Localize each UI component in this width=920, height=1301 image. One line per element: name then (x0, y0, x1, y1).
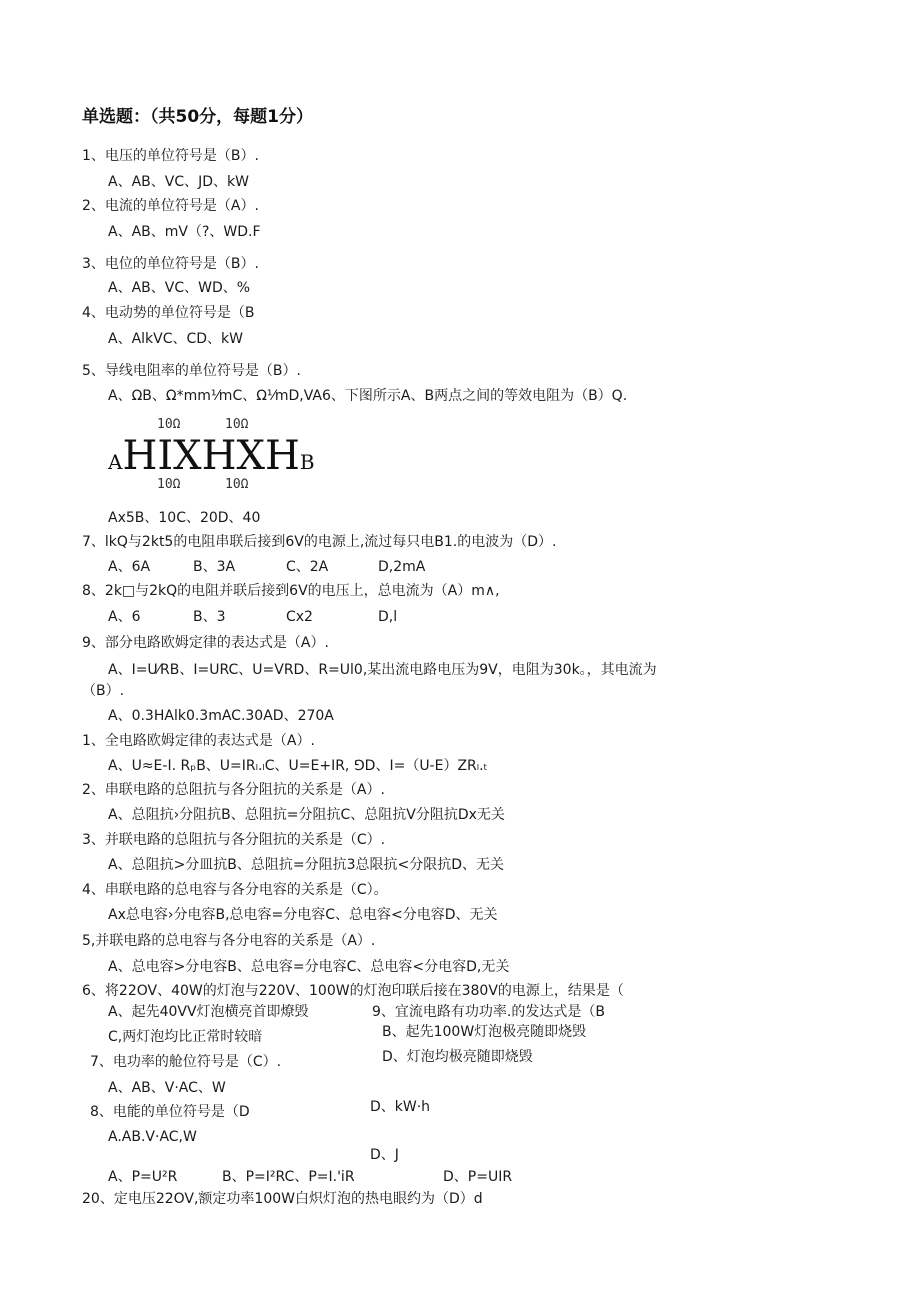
text-line: C,两灯泡均比正常时较暗 (108, 1029, 263, 1045)
text-line: B、P=I²RC、P=I.'iR (222, 1169, 355, 1185)
text-line: 8、电能的单位符号是（D (90, 1104, 250, 1120)
text-line: D,2mA (378, 559, 426, 575)
text-line: A、6 (108, 609, 141, 625)
text-line: D、J (370, 1147, 399, 1163)
text-line: D、kW·h (370, 1099, 431, 1115)
resistor-label-top-1: 10Ω (157, 417, 181, 432)
text-line: A、AB、VC、WD、% (108, 280, 251, 296)
text-line: A、总电容>分电容B、总电容=分电容C、总电容<分电容D,无关 (108, 959, 510, 975)
terminal-a: A (108, 450, 123, 474)
text-line: A、6A (108, 559, 151, 575)
text-line: A、I=U⁄RB、I=URC、U=VRD、R=Ul0,某出流电路电压为9V，电阻为30k。，其电流为 (108, 662, 657, 678)
text-line: Ax总电容›分电容B,总电容=分电容C、总电容<分电容D、无关 (108, 907, 498, 923)
resistor-label-bottom-2: 10Ω (225, 477, 249, 492)
terminal-b: B (299, 450, 315, 474)
text-line: A、0.3HAlk0.3mAC.30AD、270A (108, 708, 334, 724)
text-line: 1、全电路欧姆定律的表达式是（A）. (82, 733, 315, 749)
text-line: 1、电压的单位符号是（B）. (82, 148, 259, 164)
text-line: A、P=U²R (108, 1169, 178, 1185)
text-line: A、起先40VV灯泡横亮首即燎毁 (108, 1004, 309, 1020)
text-line: 3、并联电路的总阻抗与各分阻抗的关系是（C）. (82, 832, 386, 848)
text-line: 8、2k□与2kQ的电阻并联后接到6V的电压上，总电流为（A）m∧, (82, 583, 500, 599)
text-line: 2、串联电路的总阻抗与各分阻抗的关系是（A）. (82, 782, 385, 798)
text-line: 3、电位的单位符号是（B）. (82, 256, 259, 272)
text-line: 5,并联电路的总电容与各分电容的关系是（A）. (82, 933, 376, 949)
text-line: D、灯泡均极亮随即烧毁 (382, 1049, 533, 1065)
text-line: A、AB、V·AC、W (108, 1080, 226, 1096)
text-line: 20、定电压22OV,额定功率100W白炽灯泡的热电眼约为（D）d (82, 1191, 483, 1207)
text-line: A、AlkVC、CD、kW (108, 331, 244, 347)
text-line: A.AB.V·AC,W (108, 1129, 197, 1145)
text-line: D,l (378, 609, 398, 625)
text-line: 7、lkQ与2kt5的电阻串联后接到6V的电源上,流过每只电B1.的电波为（D）. (82, 534, 557, 550)
text-line: B、3 (193, 609, 226, 625)
text-line: C、2A (286, 559, 329, 575)
text-line: 5、导线电阻率的单位符号是（B）. (82, 363, 301, 379)
resistor-symbols: HIXHXH (122, 433, 300, 479)
text-line: 4、电动势的单位符号是（B (82, 305, 255, 321)
text-line: 6、将22OV、40W的灯泡与220V、100W的灯泡印联后接在380V的电源上，结果是（ (82, 983, 624, 999)
text-line: 7、电功率的舱位符号是（C）. (90, 1054, 282, 1070)
text-line: A、AB、mV（?、WD.F (108, 224, 261, 240)
text-line: A、ΩB、Ω*mm⅟mC、Ω⅟mD,VA6、下图所示A、B两点之间的等效电阻为（B）Q. (108, 388, 628, 404)
text-line: A、U≈E-I. RₚB、U=IRₗ.ₗC、U=E+IR, ⅁D、I=（U-E）ZRₗ.ₜ (108, 758, 488, 774)
text-line: （B）. (82, 683, 125, 699)
text-line: 9、部分电路欧姆定律的表达式是（A）. (82, 635, 329, 651)
resistor-label-top-2: 10Ω (225, 417, 249, 432)
text-line: A、总阻抗>分皿抗B、总阻抗=分阻抗3总限抗<分限抗D、无关 (108, 857, 505, 873)
section-title: 单选题：（共50分，每题1分） (82, 107, 313, 127)
resistor-chain (108, 434, 315, 478)
text-line: B、起先100W灯泡极亮随即烧毁 (382, 1024, 587, 1040)
text-line: D、P=UIR (443, 1169, 513, 1185)
resistor-label-bottom-1: 10Ω (157, 477, 181, 492)
text-line: Ax5B、10C、20D、40 (108, 510, 261, 526)
text-line: 2、电流的单位符号是（A）. (82, 198, 259, 214)
text-line: B、3A (193, 559, 236, 575)
text-line: 9、宜流电路有功功率.的发达式是（B (372, 1004, 605, 1020)
text-line: 4、串联电路的总电容与各分电容的关系是（C）。 (82, 882, 388, 898)
text-line: A、总阻抗›分阻抗B、总阻抗=分阻抗C、总阻抗V分阻抗Dx无关 (108, 807, 505, 823)
text-line: A、AB、VC、JD、kW (108, 174, 249, 190)
text-line: Cx2 (286, 609, 313, 625)
